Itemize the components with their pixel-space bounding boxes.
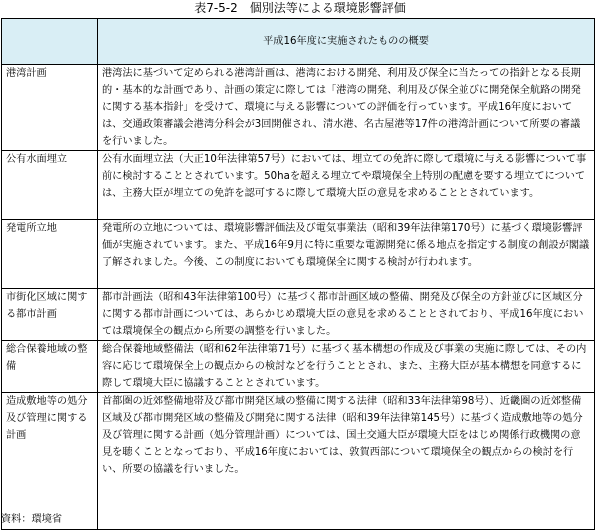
header-blank-cell [2,19,98,65]
row-label-resort-area: 総合保養地域の整備 [2,341,98,393]
table-title: 表7-5-2 個別法等による環境影響評価 [194,1,406,15]
row-text-land-disposal: 首都圏の近郊整備地帯及び都市開発区域の整備に関する法律（昭和33年法律第98号）、近畿圏の近郊整備区域及び都市開発区域の整備及び開発に関する法律（昭和39年法律第145号）に基づく造成敷地等の処分及び管理に関する計画（処分管理計画）については、国土交通大臣が環境大臣をはじめ関係行政機関の意見を聴くこととなっており、平成16年度においては、敦賀西部について環境保全の観点からの検討を行い、所要の協議を行いました。 [98,393,595,530]
table-header-row [2,19,595,65]
row-text-port-plan: 港湾法に基づいて定められる港湾計画は、港湾における開発、利用及び保全に当たっての指針となる長期的・基本的な計画であり、計画の策定に際しては「港湾の開発、利用及び保全並びに開発保全航路の開発に関する基本指針」を受けて、環境に与える影響についての評価を行っています。平成16年度においては、交通政策審議会港湾分科会が3回開催され、清水港、名古屋港等17件の港湾計画について所要の審議を行いました。 [98,65,595,151]
row-label-land-disposal: 造成敷地等の処分及び管理に関する計画 [2,393,98,530]
row-label-port-plan: 港湾計画 [2,65,98,151]
impact-assessment-table [1,18,595,530]
table-row [2,341,595,393]
table-row [2,65,595,151]
table-row [2,289,595,341]
row-label-power-plant: 発電所立地 [2,220,98,289]
row-text-resort-area: 総合保養地域整備法（昭和62年法律第71号）に基づく基本構想の作成及び事業の実施に際しては、その内容に応じて環境保全上の観点からの検討などを行うこととされ、また、主務大臣が基本構想を同意するに際して環境大臣に協議することとされています。 [98,341,595,393]
row-label-urban-planning: 市街化区域に関する都市計画 [2,289,98,341]
header-summary-cell: 平成16年度に実施されたものの概要 [98,19,595,65]
row-text-reclamation: 公有水面埋立法（大正10年法律第57号）においては、埋立ての免許に際して環境に与える影響について事前に検討することとされています。50haを超える埋立てや環境保全上特別の配慮を要する埋立てについては、主務大臣が埋立ての免許を認可するに際して環境大臣の意見を求めることとされています。 [98,151,595,220]
table-row [2,393,595,530]
row-label-reclamation: 公有水面埋立 [2,151,98,220]
table-row [2,151,595,220]
row-text-urban-planning: 都市計画法（昭和43年法律第100号）に基づく都市計画区域の整備、開発及び保全の方針並びに区域区分に関する都市計画については、あらかじめ環境大臣の意見を求めることとされており、平成16年度においては環境保全の観点から所要の調整を行いました。 [98,289,595,341]
row-text-power-plant: 発電所の立地については、環境影響評価法及び電気事業法（昭和39年法律第170号）に基づく環境影響評価が実施されています。また、平成16年9月に特に重要な電源開発に係る地点を指定する制度の創設が閣議了解されました。今後、この制度においても環境保全に関する検討が行われます。 [98,220,595,289]
source-note: 資料：環境省 [1,514,63,525]
table-row [2,220,595,289]
